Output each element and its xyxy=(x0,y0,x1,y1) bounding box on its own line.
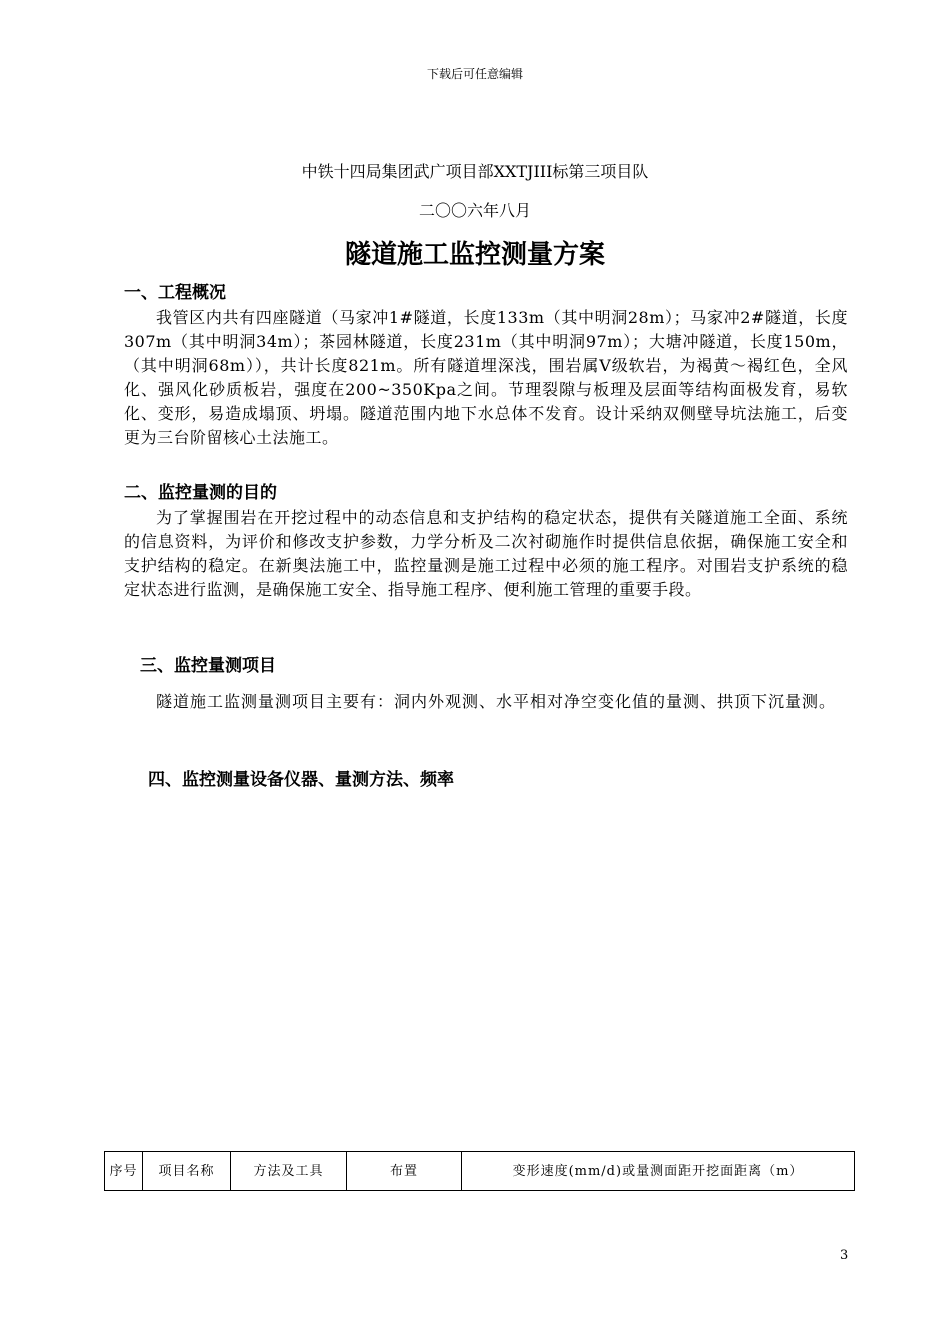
organization-line: 中铁十四局集团武广项目部XXTJIII标第三项目队 xyxy=(301,162,649,181)
section-body-items: 隧道施工监测量测项目主要有：洞内外观测、水平相对净空变化值的量测、拱顶下沉量测。 xyxy=(156,692,837,711)
table-header-cell: 序号 xyxy=(105,1152,143,1191)
table-header-cell: 方法及工具 xyxy=(231,1152,347,1191)
section-body-overview: 我管区内共有四座隧道（马家冲1#隧道，长度133m（其中明洞28m）；马家冲2#隧道，长度307m（其中明洞34m）；茶园林隧道，长度231m（其中明洞97m）；大塘冲隧道，长度150m，（其中明洞68m）），共计长度821m。所有隧道埋深浅，围岩属Ⅴ级软岩，为褐黄～褐红色，全风化、强风化砂质板岩，强度在200~350Kpa之间。节理裂隙与板理及层面等结构面极发育，易软化、变形，易造成塌顶、坍塌。隧道范围内地下水总体不发育。设计采纳双侧壁导坑法施工，后变更为三台阶留核心土法施工。 xyxy=(124,308,848,447)
date-line: 二〇〇六年八月 xyxy=(418,201,531,220)
header-note: 下载后可任意编辑 xyxy=(426,67,523,81)
table-header-cell: 布置 xyxy=(347,1152,462,1191)
section-heading-purpose: 二、监控量测的目的 xyxy=(124,483,277,503)
section-heading-equipment: 四、监控测量设备仪器、量测方法、频率 xyxy=(148,770,454,790)
page-number: 3 xyxy=(840,1248,849,1263)
section-heading-items: 三、监控量测项目 xyxy=(140,656,276,676)
document-title: 隧道施工监控测量方案 xyxy=(344,240,605,270)
section-heading-overview: 一、工程概况 xyxy=(124,283,226,303)
section-body-purpose: 为了掌握围岩在开挖过程中的动态信息和支护结构的稳定状态，提供有关隧道施工全面、系统的信息资料，为评价和修改支护参数，力学分析及二次衬砌施作时提供信息依据，确保施工安全和支护结构的稳定。在新奥法施工中，监控量测是施工过程中必须的施工程序。对围岩支护系统的稳定状态进行监测，是确保施工安全、指导施工程序、便利施工管理的重要手段。 xyxy=(124,508,848,599)
table-header-row xyxy=(105,1152,855,1191)
table-header-cell: 变形速度(mm/d)或量测面距开挖面距离（m） xyxy=(462,1152,855,1191)
monitoring-table xyxy=(104,1151,855,1191)
table-header-cell: 项目名称 xyxy=(143,1152,231,1191)
